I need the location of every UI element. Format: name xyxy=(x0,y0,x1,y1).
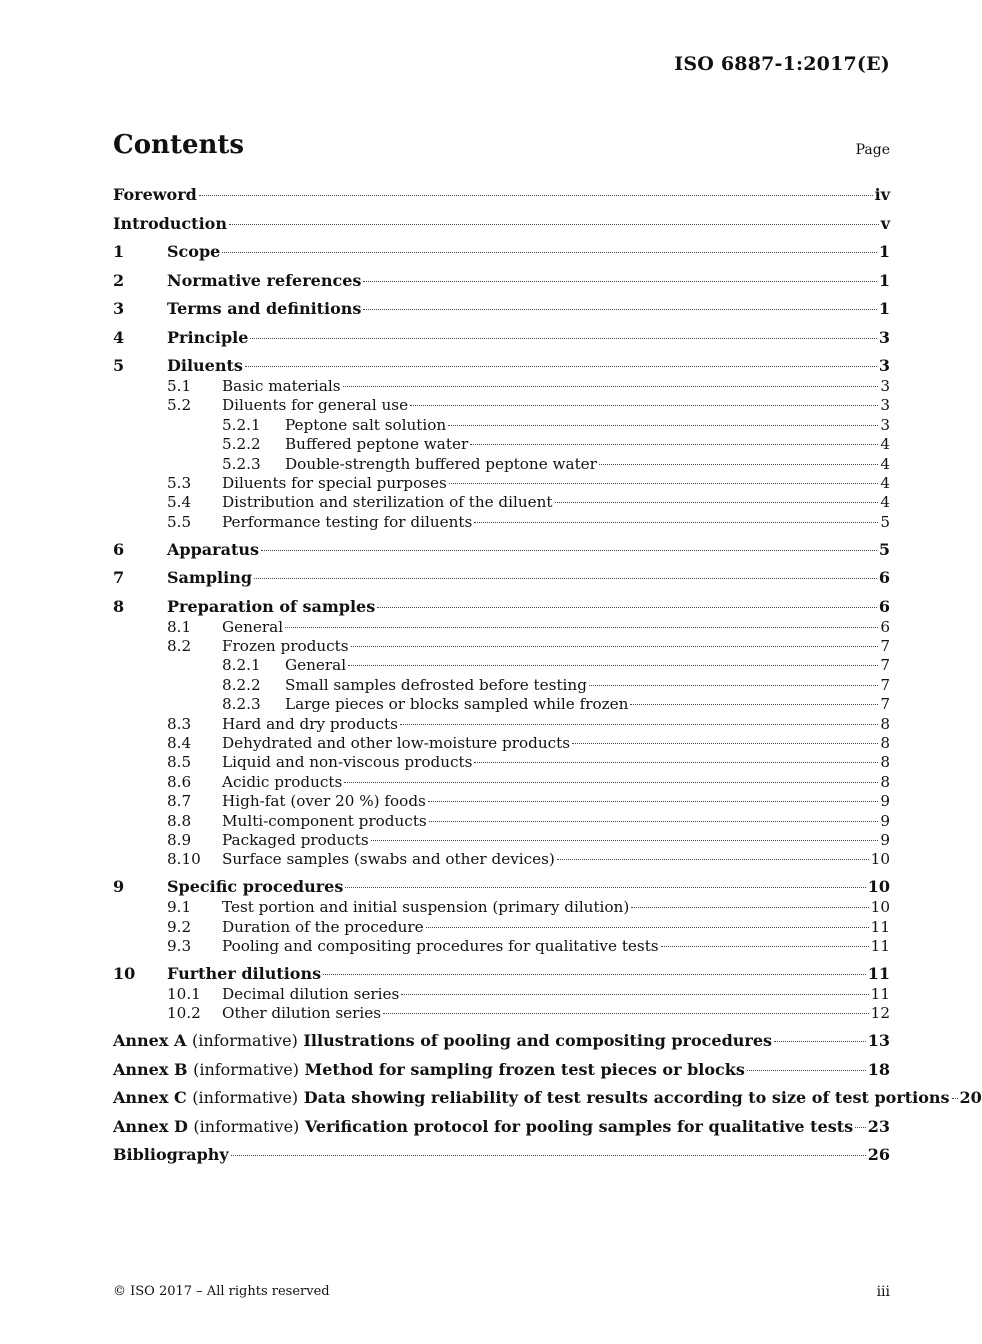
toc-entry[interactable] xyxy=(113,539,890,561)
toc-entry[interactable] xyxy=(113,937,890,956)
toc-entry-title: Double-strength buffered peptone water xyxy=(285,454,597,473)
toc-entry-page: 20 xyxy=(959,1088,982,1108)
toc-entry-page: 1 xyxy=(878,299,890,318)
toc-entry[interactable] xyxy=(113,715,890,734)
toc-entry-title: Further dilutions xyxy=(167,963,322,983)
toc-entry-page: 12 xyxy=(870,1004,890,1023)
toc-entry[interactable] xyxy=(113,270,890,292)
toc-entry-page: 3 xyxy=(880,415,890,434)
toc-entry-page: 4 xyxy=(880,454,890,473)
toc-entry-title: Terms and definitions xyxy=(167,299,362,318)
toc-entry-number: 2 xyxy=(113,270,125,290)
toc-entry-title: General xyxy=(285,656,347,675)
dot-leader xyxy=(323,974,866,975)
toc-entry[interactable] xyxy=(113,327,890,349)
toc-entry-page: 5 xyxy=(878,539,890,559)
toc-entry-title: Preparation of samples xyxy=(167,596,376,616)
toc-entry-number: 5.2.2 xyxy=(222,435,261,454)
toc-entry-page: 8 xyxy=(880,753,890,772)
toc-entry-number: 5.2.1 xyxy=(222,415,261,434)
dot-leader xyxy=(363,309,876,310)
dot-leader xyxy=(855,1127,866,1128)
dot-leader xyxy=(774,1041,866,1042)
toc-annex-entry[interactable] xyxy=(113,1087,982,1109)
toc-entry-title: Hard and dry products xyxy=(222,714,398,733)
toc-entry-title: Other dilution series xyxy=(222,1004,382,1023)
annex-name: Verification protocol for pooling samples for qualitative tests xyxy=(304,1116,854,1136)
toc-entry-title: Decimal dilution series xyxy=(222,984,400,1003)
toc-annex-title xyxy=(113,1059,745,1081)
toc-entry[interactable] xyxy=(113,695,890,714)
toc-entry-title: Packaged products xyxy=(222,830,369,849)
toc-entry-title: Duration of the procedure xyxy=(222,917,424,936)
dot-leader xyxy=(344,782,878,783)
dot-leader xyxy=(661,946,869,947)
dot-leader xyxy=(229,224,879,225)
toc-entry-title: Surface samples (swabs and other devices) xyxy=(222,850,555,869)
toc-entry-page: 8 xyxy=(880,772,890,791)
toc-entry-number: 5.4 xyxy=(167,493,192,512)
toc-entry[interactable] xyxy=(113,792,890,811)
dot-leader xyxy=(245,366,877,367)
toc-entry-page: 7 xyxy=(880,637,890,656)
dot-leader xyxy=(474,762,878,763)
toc-entry[interactable] xyxy=(113,637,890,656)
toc-entry-number: 9.1 xyxy=(167,898,192,917)
dot-leader xyxy=(470,444,878,445)
copyright-notice: © ISO 2017 – All rights reserved xyxy=(113,1284,330,1299)
toc-entry[interactable] xyxy=(113,876,890,898)
annex-kind: (informative) xyxy=(191,1031,298,1051)
dot-leader xyxy=(429,821,879,822)
dot-leader xyxy=(363,281,876,282)
toc-annex-title xyxy=(113,1087,950,1109)
toc-entry-page: 6 xyxy=(878,596,890,616)
toc-entry[interactable] xyxy=(113,812,890,831)
toc-entry[interactable] xyxy=(113,1004,890,1023)
annex-name: Data showing reliability of test results according to size of test portions xyxy=(303,1088,950,1108)
toc-entry-page: 7 xyxy=(880,675,890,694)
dot-leader xyxy=(448,425,878,426)
dot-leader xyxy=(348,665,878,666)
toc-entry[interactable] xyxy=(113,377,890,396)
toc-entry[interactable] xyxy=(113,850,890,869)
dot-leader xyxy=(345,887,865,888)
toc-entry[interactable] xyxy=(113,435,890,454)
toc-entry-page: 11 xyxy=(870,917,890,936)
toc-entry-title: Peptone salt solution xyxy=(285,415,447,434)
toc-entry-number: 8.9 xyxy=(167,830,192,849)
dot-leader xyxy=(589,685,878,686)
toc-entry[interactable] xyxy=(113,298,890,320)
toc-entry-number: 8.3 xyxy=(167,714,192,733)
toc-entry-page: 23 xyxy=(867,1116,890,1136)
toc-entry[interactable] xyxy=(113,656,890,675)
page-title: Contents xyxy=(113,130,245,160)
dot-leader xyxy=(572,743,878,744)
dot-leader xyxy=(261,550,877,551)
dot-leader xyxy=(285,627,878,628)
toc-entry-page: 7 xyxy=(880,656,890,675)
toc-entry-page: 4 xyxy=(880,435,890,454)
toc-entry[interactable] xyxy=(113,455,890,474)
toc-entry-page: 1 xyxy=(878,270,890,290)
toc-entry[interactable] xyxy=(113,184,890,206)
toc-annex-entry[interactable] xyxy=(113,1059,890,1081)
toc-entry-page: 9 xyxy=(880,811,890,830)
toc-entry-title: Foreword xyxy=(113,185,197,204)
toc-entry-page: 13 xyxy=(867,1031,890,1051)
toc-entry-number: 6 xyxy=(113,539,125,559)
toc-entry-title: Bibliography xyxy=(113,1145,229,1165)
toc-entry[interactable] xyxy=(113,567,890,589)
dot-leader xyxy=(351,646,879,647)
toc-entry-title: High-fat (over 20 %) foods xyxy=(222,792,426,811)
toc-entry-number: 8.1 xyxy=(167,617,192,636)
toc-entry-number: 8.2 xyxy=(167,637,192,656)
toc-entry-number: 5.1 xyxy=(167,377,192,395)
toc-entry-page: 8 xyxy=(880,714,890,733)
toc-entry[interactable] xyxy=(113,773,890,792)
toc-entry-page: 18 xyxy=(867,1059,890,1079)
annex-kind: (informative) xyxy=(193,1116,300,1136)
toc-entry-page: 3 xyxy=(878,356,890,375)
toc-entry-page: 3 xyxy=(880,396,890,415)
toc-entry-number: 3 xyxy=(113,299,125,318)
annex-kind: (informative) xyxy=(192,1088,299,1108)
toc-entry-number: 5.2 xyxy=(167,396,192,415)
annex-label: Annex D xyxy=(113,1116,188,1136)
toc-entry-number: 10.2 xyxy=(167,1004,201,1023)
toc-entry-number: 8.5 xyxy=(167,753,192,772)
toc-entry-title: Sampling xyxy=(167,568,253,588)
toc-entry[interactable] xyxy=(113,831,890,850)
dot-leader xyxy=(383,1013,869,1014)
toc-entry-page: iv xyxy=(874,185,890,204)
toc-entry-page: 10 xyxy=(870,898,890,917)
dot-leader xyxy=(428,801,878,802)
toc-entry[interactable] xyxy=(113,416,890,435)
toc-entry-number: 5.2.3 xyxy=(222,454,261,473)
toc-entry[interactable] xyxy=(113,898,890,917)
table-of-contents xyxy=(113,184,982,1166)
toc-annex-entry[interactable] xyxy=(113,1030,890,1052)
dot-leader xyxy=(599,464,878,465)
toc-entry[interactable] xyxy=(113,734,890,753)
toc-entry[interactable] xyxy=(113,213,890,235)
toc-annex-title xyxy=(113,1116,853,1138)
toc-entry-number: 9 xyxy=(113,877,125,897)
toc-entry[interactable] xyxy=(113,963,890,985)
toc-entry-title: Test portion and initial suspension (primary dilution) xyxy=(222,898,630,917)
dot-leader xyxy=(747,1070,866,1071)
toc-entry-number: 5.3 xyxy=(167,473,192,492)
dot-leader xyxy=(199,195,873,196)
dot-leader xyxy=(426,927,869,928)
toc-entry-number: 8.2.3 xyxy=(222,695,261,714)
toc-entry-page: 9 xyxy=(880,792,890,811)
toc-entry-page: 11 xyxy=(870,984,890,1003)
toc-entry-number: 5 xyxy=(113,356,125,375)
toc-entry-title: Apparatus xyxy=(167,539,259,559)
toc-entry-title: Basic materials xyxy=(222,377,341,395)
toc-entry-title: Diluents for general use xyxy=(222,396,409,415)
toc-entry[interactable] xyxy=(113,753,890,772)
toc-entry-title: Buffered peptone water xyxy=(285,435,469,454)
dot-leader xyxy=(231,1155,866,1156)
toc-entry-number: 4 xyxy=(113,327,125,347)
dot-leader xyxy=(371,840,879,841)
toc-bibliography-entry[interactable] xyxy=(113,1144,890,1166)
annex-kind: (informative) xyxy=(193,1059,299,1079)
dot-leader xyxy=(952,1098,958,1099)
annex-name: Method for sampling frozen test pieces or blocks xyxy=(304,1059,745,1079)
toc-entry-number: 7 xyxy=(113,568,125,588)
toc-entry-page: 4 xyxy=(880,493,890,512)
toc-entry-title: Diluents for special purposes xyxy=(222,473,447,492)
toc-entry-title: Pooling and compositing procedures for qualitative tests xyxy=(222,936,659,955)
toc-entry-page: 10 xyxy=(867,877,890,897)
toc-entry-number: 8.2.2 xyxy=(222,675,261,694)
toc-entry-title: Specific procedures xyxy=(167,877,344,897)
toc-entry[interactable] xyxy=(113,596,890,618)
toc-entry-title: Acidic products xyxy=(222,772,343,791)
toc-entry-page: 6 xyxy=(878,568,890,588)
toc-entry-title: Normative references xyxy=(167,270,362,290)
toc-entry-title: General xyxy=(222,617,284,636)
annex-label: Annex C xyxy=(113,1088,187,1108)
toc-entry[interactable] xyxy=(113,513,890,532)
toc-entry-title: Small samples defrosted before testing xyxy=(285,675,587,694)
toc-entry-page: 3 xyxy=(880,377,890,395)
toc-entry-page: v xyxy=(880,213,890,233)
toc-annex-title xyxy=(113,1030,772,1052)
toc-entry-page: 11 xyxy=(870,936,890,955)
toc-entry[interactable] xyxy=(113,493,890,512)
toc-entry-page: 1 xyxy=(878,242,890,261)
toc-entry-number: 8.7 xyxy=(167,792,192,811)
toc-entry-title: Performance testing for diluents xyxy=(222,512,473,531)
toc-entry[interactable] xyxy=(113,985,890,1004)
toc-entry-page: 3 xyxy=(878,327,890,347)
toc-entry[interactable] xyxy=(113,474,890,493)
toc-entry-number: 8.2.1 xyxy=(222,656,261,675)
toc-entry-title: Diluents xyxy=(167,356,243,375)
toc-entry-page: 9 xyxy=(880,830,890,849)
toc-entry[interactable] xyxy=(113,241,890,263)
toc-entry-number: 8.10 xyxy=(167,850,201,869)
toc-entry[interactable] xyxy=(113,618,890,637)
toc-entry[interactable] xyxy=(113,396,890,415)
toc-entry-page: 10 xyxy=(870,850,890,869)
toc-entry-page: 5 xyxy=(880,512,890,531)
toc-entry-page: 7 xyxy=(880,695,890,714)
dot-leader xyxy=(343,386,879,387)
dot-leader xyxy=(400,724,878,725)
annex-label: Annex A xyxy=(113,1031,187,1051)
toc-entry-number: 9.2 xyxy=(167,917,192,936)
toc-entry-number: 8.6 xyxy=(167,772,192,791)
toc-entry-title: Multi-component products xyxy=(222,811,427,830)
toc-entry-number: 9.3 xyxy=(167,936,192,955)
toc-entry-title: Frozen products xyxy=(222,637,349,656)
dot-leader xyxy=(449,483,878,484)
toc-entry-page: 11 xyxy=(867,963,890,983)
toc-entry-number: 1 xyxy=(113,242,125,261)
toc-entry-number: 10 xyxy=(113,963,136,983)
standard-reference: ISO 6887-1:2017(E) xyxy=(674,53,890,75)
toc-entry-number: 10.1 xyxy=(167,984,201,1003)
dot-leader xyxy=(474,522,878,523)
toc-entry-page: 6 xyxy=(880,617,890,636)
dot-leader xyxy=(250,338,876,339)
toc-entry-title: Scope xyxy=(167,242,221,261)
toc-entry[interactable] xyxy=(113,918,890,937)
toc-entry-title: Introduction xyxy=(113,213,227,233)
toc-entry-page: 4 xyxy=(880,473,890,492)
dot-leader xyxy=(557,859,869,860)
dot-leader xyxy=(222,252,877,253)
toc-entry-title: Liquid and non-viscous products xyxy=(222,753,473,772)
toc-entry-title: Distribution and sterilization of the diluent xyxy=(222,493,553,512)
dot-leader xyxy=(555,502,879,503)
dot-leader xyxy=(410,405,878,406)
toc-entry-number: 5.5 xyxy=(167,512,192,531)
dot-leader xyxy=(401,994,868,995)
toc-entry-number: 8.8 xyxy=(167,811,192,830)
toc-entry-title: Dehydrated and other low-moisture products xyxy=(222,733,571,752)
toc-entry-number: 8.4 xyxy=(167,733,192,752)
toc-entry-title: Principle xyxy=(167,327,249,347)
toc-entry[interactable] xyxy=(113,676,890,695)
dot-leader xyxy=(254,578,877,579)
dot-leader xyxy=(377,607,877,608)
toc-entry[interactable] xyxy=(113,355,890,377)
page-column-label: Page xyxy=(855,142,890,158)
dot-leader xyxy=(631,907,868,908)
dot-leader xyxy=(630,704,878,705)
annex-label: Annex B xyxy=(113,1059,188,1079)
toc-annex-entry[interactable] xyxy=(113,1116,890,1138)
page-number: iii xyxy=(876,1284,890,1300)
toc-entry-title: Large pieces or blocks sampled while frozen xyxy=(285,695,629,714)
toc-entry-number: 8 xyxy=(113,596,125,616)
toc-entry-page: 26 xyxy=(867,1145,890,1165)
toc-entry-page: 8 xyxy=(880,733,890,752)
annex-name: Illustrations of pooling and compositing procedures xyxy=(303,1031,772,1051)
